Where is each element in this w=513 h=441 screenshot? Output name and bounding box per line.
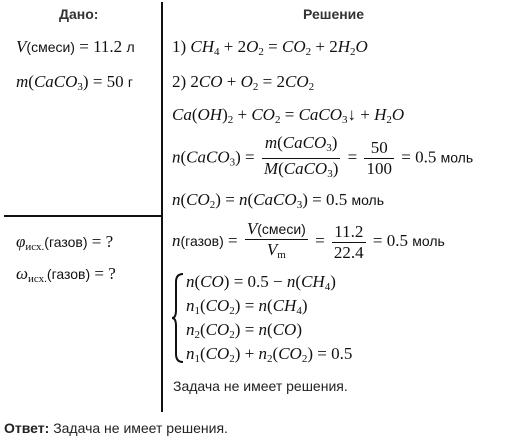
system-line-4: $n_1(CO_2) + n_2(CO_2) = 0.5$: [186, 344, 353, 365]
equation-n-co2: $n(CO_2)$ = n(CaCO$_3$) = 0.5 моль: [172, 190, 385, 211]
equation-1: 1) $CH_4 + 2O_2 = CO_2 + 2H_2O$: [172, 37, 368, 58]
no-solution-text: Задача не имеет решения.: [173, 378, 348, 394]
answer-label: Ответ:: [4, 420, 50, 436]
find-phi: $\varphi_{исх.}(газов)$ = ?: [16, 232, 114, 253]
find-omega: $\omega_{исх.}(газов)$ = ?: [16, 264, 116, 285]
equation-n-caco3: n(CaCO$_3$) = $\frac{m(CaCO_3)}{M(CaCO_3)}$ = $\frac{50}{100}$ = 0.5 моль: [172, 133, 474, 180]
equation-2: 2) $2CO + O_2 = 2CO_2$: [172, 72, 315, 93]
given-volume: V(смеси) = 11.2 л: [16, 37, 135, 56]
answer-line: [4, 420, 228, 436]
system-line-1: $n(CO) = 0.5 - n(CH_4)$: [186, 272, 336, 293]
system-line-2: $n_1(CO_2) = n(CH_4)$: [186, 296, 308, 317]
horizontal-divider: [4, 215, 161, 217]
equation-n-gas: n(газов) = $\frac{\text{V(смеси)}}{V_m}$ = $\frac{11.2}{22.4}$ = 0.5 моль: [172, 219, 445, 262]
answer-text: Задача не имеет решения.: [53, 420, 228, 436]
given-header: Дано:: [59, 6, 99, 22]
system-line-3: $n_2(CO_2) = n(CO)$: [186, 320, 303, 341]
given-mass: m(CaCO$_3$) = 50 г: [16, 72, 134, 93]
equation-3: $Ca(OH)_2 + CO_2$ = CaCO$_3$↓ + $H_2O$: [172, 105, 405, 126]
vertical-divider: [161, 2, 163, 412]
solution-header: Решение: [303, 6, 365, 22]
system-brace: [170, 272, 186, 364]
